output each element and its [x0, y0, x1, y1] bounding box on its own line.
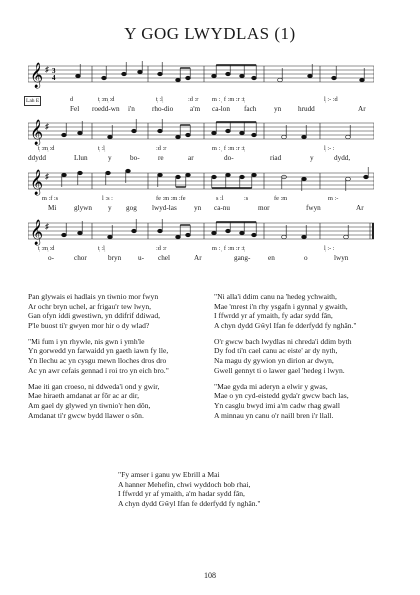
- lyric-row: [28, 204, 374, 214]
- svg-text:♯: ♯: [45, 222, 49, 231]
- lyric-word: yn: [274, 105, 282, 113]
- stanza: [214, 337, 400, 375]
- lyric-word: bryn: [108, 254, 122, 262]
- verse-line: I ffwrdd yr af ymaith, fy adar sydd fân,: [214, 311, 333, 321]
- verse-line: A minnau yn canu o'r naill bren i'r llall.: [214, 410, 334, 420]
- verse-line: A hanner Mehefin, chwi wyddoch bob rhai,: [118, 479, 251, 489]
- svg-text:♯: ♯: [45, 172, 49, 181]
- stanza: [28, 382, 212, 420]
- solfa-cell: l :s :: [102, 195, 113, 202]
- lyric-word: chel: [158, 254, 170, 262]
- verse-line: Ar ochr bryn uchel, ar frigau'r tew lwyn,: [28, 301, 152, 311]
- verse-line: Yn gorwedd yn farwaidd yn gaeth iawn fy lle,: [28, 346, 169, 356]
- solfa-cell: t̩ :l̩: [156, 96, 163, 103]
- lyric-word: mor: [258, 204, 270, 212]
- lyric-row: [28, 254, 374, 264]
- final-stanza: [118, 470, 308, 508]
- verse-line: Na magu dy gywion yn dirion ar dwyn,: [214, 356, 334, 366]
- verse-line: I ffwrdd yr af ymaith, a'm hadar sydd fân,: [118, 489, 245, 499]
- verse-line: Amdanat ti'r gwcw bydd llawer o sôn.: [28, 410, 144, 420]
- solfa-cell: s :l: [216, 195, 224, 202]
- lyric-word: riad: [270, 154, 282, 162]
- verse-line: Mae 'mrest i'n rhy ysgafn i gynnal y gwaith,: [214, 301, 348, 311]
- verse-line: Yn llechu ac yn cysgu mewn lloches dros dro: [28, 356, 167, 366]
- lyric-word: yn: [194, 204, 202, 212]
- lyric-word: bo-: [130, 154, 140, 162]
- lyric-word: ca-nu: [214, 204, 230, 212]
- svg-text:𝄞: 𝄞: [30, 220, 44, 245]
- solfa-cell: m :ˌ f :m :r :t̩: [212, 145, 245, 152]
- page-number: 108: [204, 571, 216, 580]
- lyric-word: y: [108, 154, 112, 162]
- lyric-word: y: [108, 204, 112, 212]
- verse-line: Gwell gennyt ti o lawer gael 'hedeg i lwyn.: [214, 365, 345, 375]
- solfa-cell: fe :m: [274, 195, 288, 202]
- solfa-cell: t̩ :l̩: [98, 145, 105, 152]
- lyric-word: y: [310, 154, 314, 162]
- stanza: [214, 292, 400, 330]
- verse-line: Mae o yn cyd-eistedd gyda'r gwcw bach las,: [214, 391, 349, 401]
- solfa-cell: :d :r: [188, 96, 199, 103]
- verse-line: Ac yn awr cefais gennad i roi tro yn eich bro.": [28, 365, 169, 375]
- lyric-word: lwyd-las: [152, 204, 177, 212]
- verse-line: Dy fod ti'n cael canu ac eiste' ar dy nyth,: [214, 346, 338, 356]
- svg-text:𝄞: 𝄞: [30, 120, 44, 145]
- svg-text:♯: ♯: [45, 122, 49, 131]
- lyric-word: o: [304, 254, 308, 262]
- lyric-word: fach: [244, 105, 257, 113]
- verse-line: Am gael dy glywed yn tiwnio'r hen dôn,: [28, 400, 151, 410]
- verse-line: Pan glywais ei hadlais yn tiwnio mor fwyn: [28, 292, 159, 301]
- svg-text:3: 3: [52, 67, 56, 75]
- lyric-word: Fel: [70, 105, 80, 113]
- solfa-cell: l̩ :- :d: [324, 96, 338, 103]
- verse-line: "Ni alla'i ddim canu na 'hedeg ychwaith,: [214, 292, 337, 301]
- lyric-row: [28, 154, 374, 164]
- lyric-word: do-: [224, 154, 234, 162]
- solfa-cell: m :f :s: [42, 195, 59, 202]
- lyric-word: ar: [188, 154, 194, 162]
- lyric-word: Ar: [358, 105, 366, 113]
- lyric-row: [28, 105, 374, 115]
- lyric-word: ca-lon: [212, 105, 230, 113]
- verse-line: P'le buost ti'r gwyen mor hir o dy wlad?: [28, 320, 150, 330]
- lyric-word: Llun: [74, 154, 88, 162]
- lyric-word: hrudd: [298, 105, 315, 113]
- solfa-cell: :d :r: [156, 245, 167, 252]
- lyric-word: re: [158, 154, 164, 162]
- svg-text:𝄞: 𝄞: [30, 63, 44, 88]
- verse-line: Yn casglu bwyd imi a'm cadw rhag gwall: [214, 400, 341, 410]
- verse-line: "Mae gyda mi aderyn a elwir y gwas,: [214, 381, 328, 391]
- solfa-cell: l̩ :- :: [324, 245, 335, 252]
- lyric-word: fwyn: [306, 204, 321, 212]
- lyric-word: chor: [74, 254, 87, 262]
- svg-text:𝄞: 𝄞: [30, 170, 44, 195]
- lyric-word: roedd-wn: [92, 105, 120, 113]
- solfa-cell: m :ˌ f :m :r :t̩: [212, 245, 245, 252]
- solfa-cell: t̩ :m̩ :d: [38, 245, 55, 252]
- lyric-word: ddydd: [28, 154, 46, 162]
- verse-line: A chyn dydd Gŵyl Ifan fe dderfydd fy nghân.": [118, 498, 261, 508]
- lyric-word: Mi: [48, 204, 57, 212]
- svg-text:♯: ♯: [45, 65, 49, 74]
- lyric-word: o-: [48, 254, 54, 262]
- music-staff-1: [28, 60, 374, 94]
- lyric-word: en: [268, 254, 275, 262]
- solfa-cell: m :-: [328, 195, 339, 202]
- solfa-cell: t̩ :m̩ :d: [98, 96, 115, 103]
- solfa-cell: :d :r: [156, 145, 167, 152]
- lyric-word: rho-dio: [152, 105, 174, 113]
- key-label: Lah E: [26, 98, 40, 104]
- lyric-word: glywn: [74, 204, 92, 212]
- verses-right-column: [214, 292, 400, 427]
- verse-line: "Mi fum i yn rhywle, nis gwn i ymh'le: [28, 336, 145, 346]
- solfa-cell: t̩ :l̩: [98, 245, 105, 252]
- solfa-cell: :s: [244, 195, 249, 202]
- verse-line: O'r gwcw bach lwydlas ni chreda'i ddim byth: [214, 336, 352, 346]
- stanza: [214, 382, 400, 420]
- stanza: [28, 337, 212, 375]
- verse-line: Gan ofyn iddi gwestiwn, yn ddifrif ddiwad,: [28, 311, 161, 321]
- lyric-word: lwyn: [334, 254, 349, 262]
- lyric-word: a'm: [190, 105, 201, 113]
- lyric-word: gog: [126, 204, 137, 212]
- verse-line: A chyn dydd Gŵyl Ifan fe dderfydd fy nghân.": [214, 320, 357, 330]
- solfa-cell: l̩ :- :: [324, 145, 335, 152]
- stanza: [28, 292, 212, 330]
- verse-line: "Fy amser i ganu yw Ebrill a Mai: [118, 470, 220, 479]
- verses-left-column: [28, 292, 212, 427]
- lyric-word: gang-: [234, 254, 251, 262]
- song-title: Y GOG LWYDLAS (1): [124, 24, 296, 43]
- verse-line: Mae iti gan croeso, ni ddweda'i ond y gwir,: [28, 381, 160, 391]
- lyric-word: dydd,: [334, 154, 351, 162]
- svg-text:4: 4: [52, 74, 56, 82]
- lyric-word: Ar: [194, 254, 202, 262]
- solfa-cell: d: [70, 96, 74, 103]
- solfa-cell: fe :m :m :fe: [156, 195, 186, 202]
- solfa-cell: m :ˌ f :m :r :t̩: [212, 96, 245, 103]
- lyric-word: i'n: [128, 105, 135, 113]
- verse-line: Mae hiraeth amdanat ar fôr ac ar dir,: [28, 391, 140, 401]
- lyric-word: u-: [138, 254, 144, 262]
- solfa-cell: t̩ :m̩ :d: [38, 145, 55, 152]
- lyric-word: Ar: [356, 204, 364, 212]
